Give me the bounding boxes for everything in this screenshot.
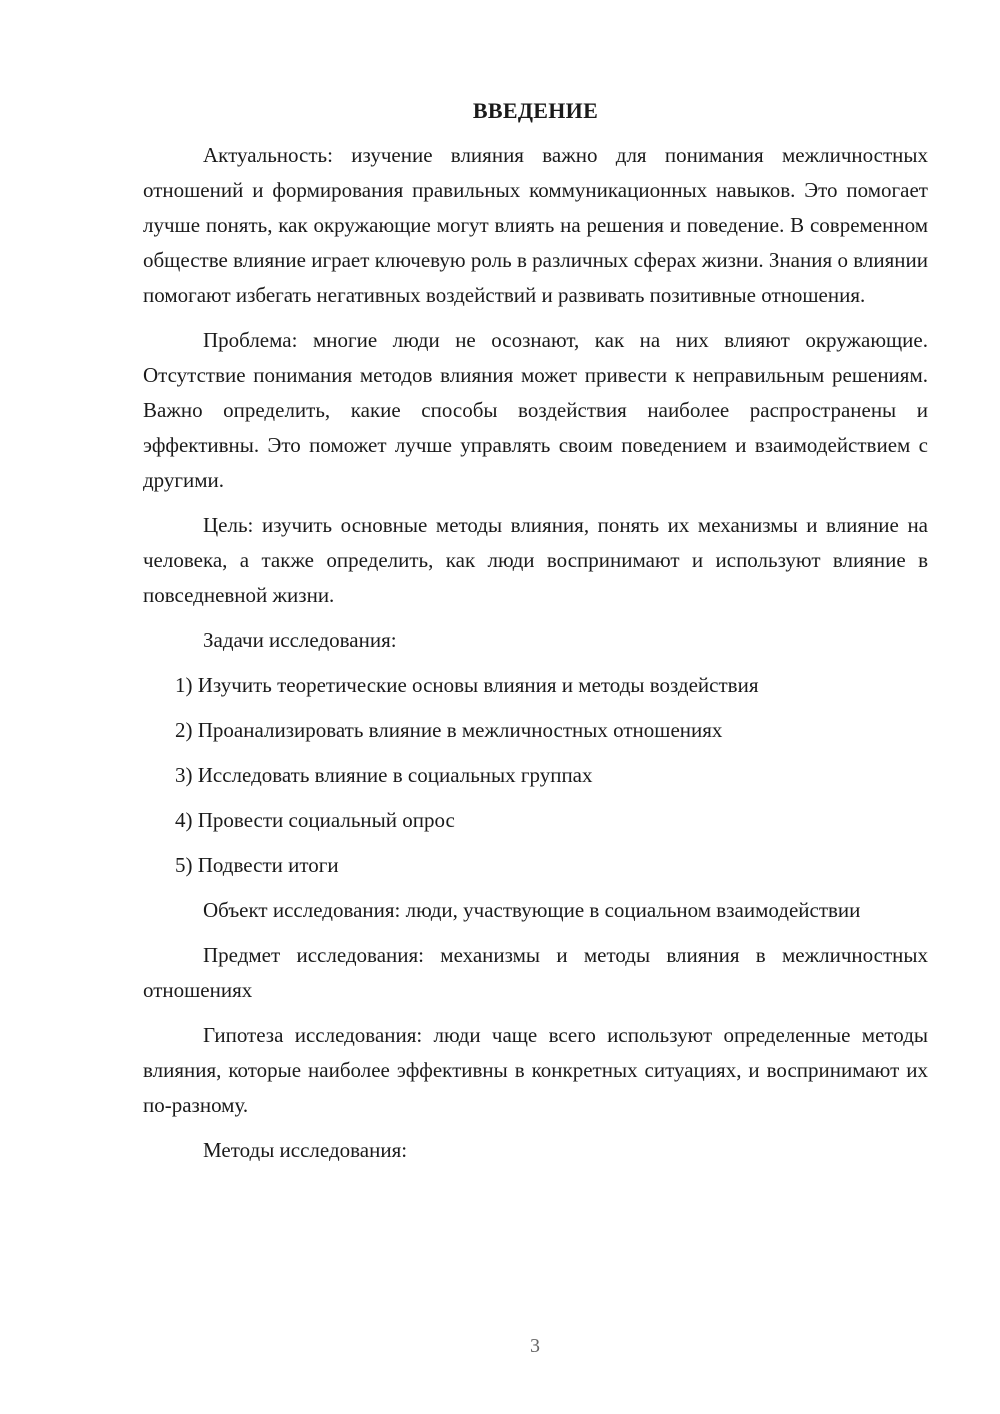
task-item: 5) Подвести итоги: [175, 853, 339, 877]
section-heading: ВВЕДЕНИЕ: [472, 98, 599, 123]
tasks-title: Задачи исследования:: [203, 628, 397, 652]
hypothesis-paragraph: Гипотеза исследования: люди чаще всего используют определенные методы влияния, которые наиболее эффективны в конкретных ситуациях, и воспринимают их по-разному.: [143, 1023, 928, 1117]
task-item: 1) Изучить теоретические основы влияния и методы воздействия: [175, 673, 759, 697]
task-item: 3) Исследовать влияние в социальных группах: [175, 763, 593, 787]
tasks-list: [143, 668, 928, 883]
methods-title: Методы исследования:: [203, 1138, 408, 1162]
object-paragraph: Объект исследования: люди, участвующие в социальном взаимодействии: [203, 898, 861, 922]
problem-paragraph: Проблема: многие люди не осознают, как на них влияют окружающие. Отсутствие понимания методов влияния может привести к неправильным решениям. Важно определить, какие способы воздействия наиболее распространены и эффективны. Это поможет лучше управлять своим поведением и взаимодействием с другими.: [143, 328, 928, 492]
subject-paragraph: Предмет исследования: механизмы и методы влияния в межличностных отношениях: [143, 943, 928, 1002]
page-number: 3: [530, 1335, 540, 1357]
relevance-paragraph: Актуальность: изучение влияния важно для понимания межличностных отношений и формирования правильных коммуникационных навыков. Это помогает лучше понять, как окружающие могут влиять на решения и поведение. В современном обществе влияние играет ключевую роль в различных сферах жизни. Знания о влиянии помогают избегать негативных воздействий и развивать позитивные отношения.: [143, 143, 928, 307]
goal-paragraph: Цель: изучить основные методы влияния, понять их механизмы и влияние на человека, а также определить, как люди воспринимают и используют влияние в повседневной жизни.: [143, 513, 928, 607]
task-item: 4) Провести социальный опрос: [175, 808, 455, 832]
task-item: 2) Проанализировать влияние в межличностных отношениях: [175, 718, 723, 742]
page-content: [143, 98, 928, 1178]
